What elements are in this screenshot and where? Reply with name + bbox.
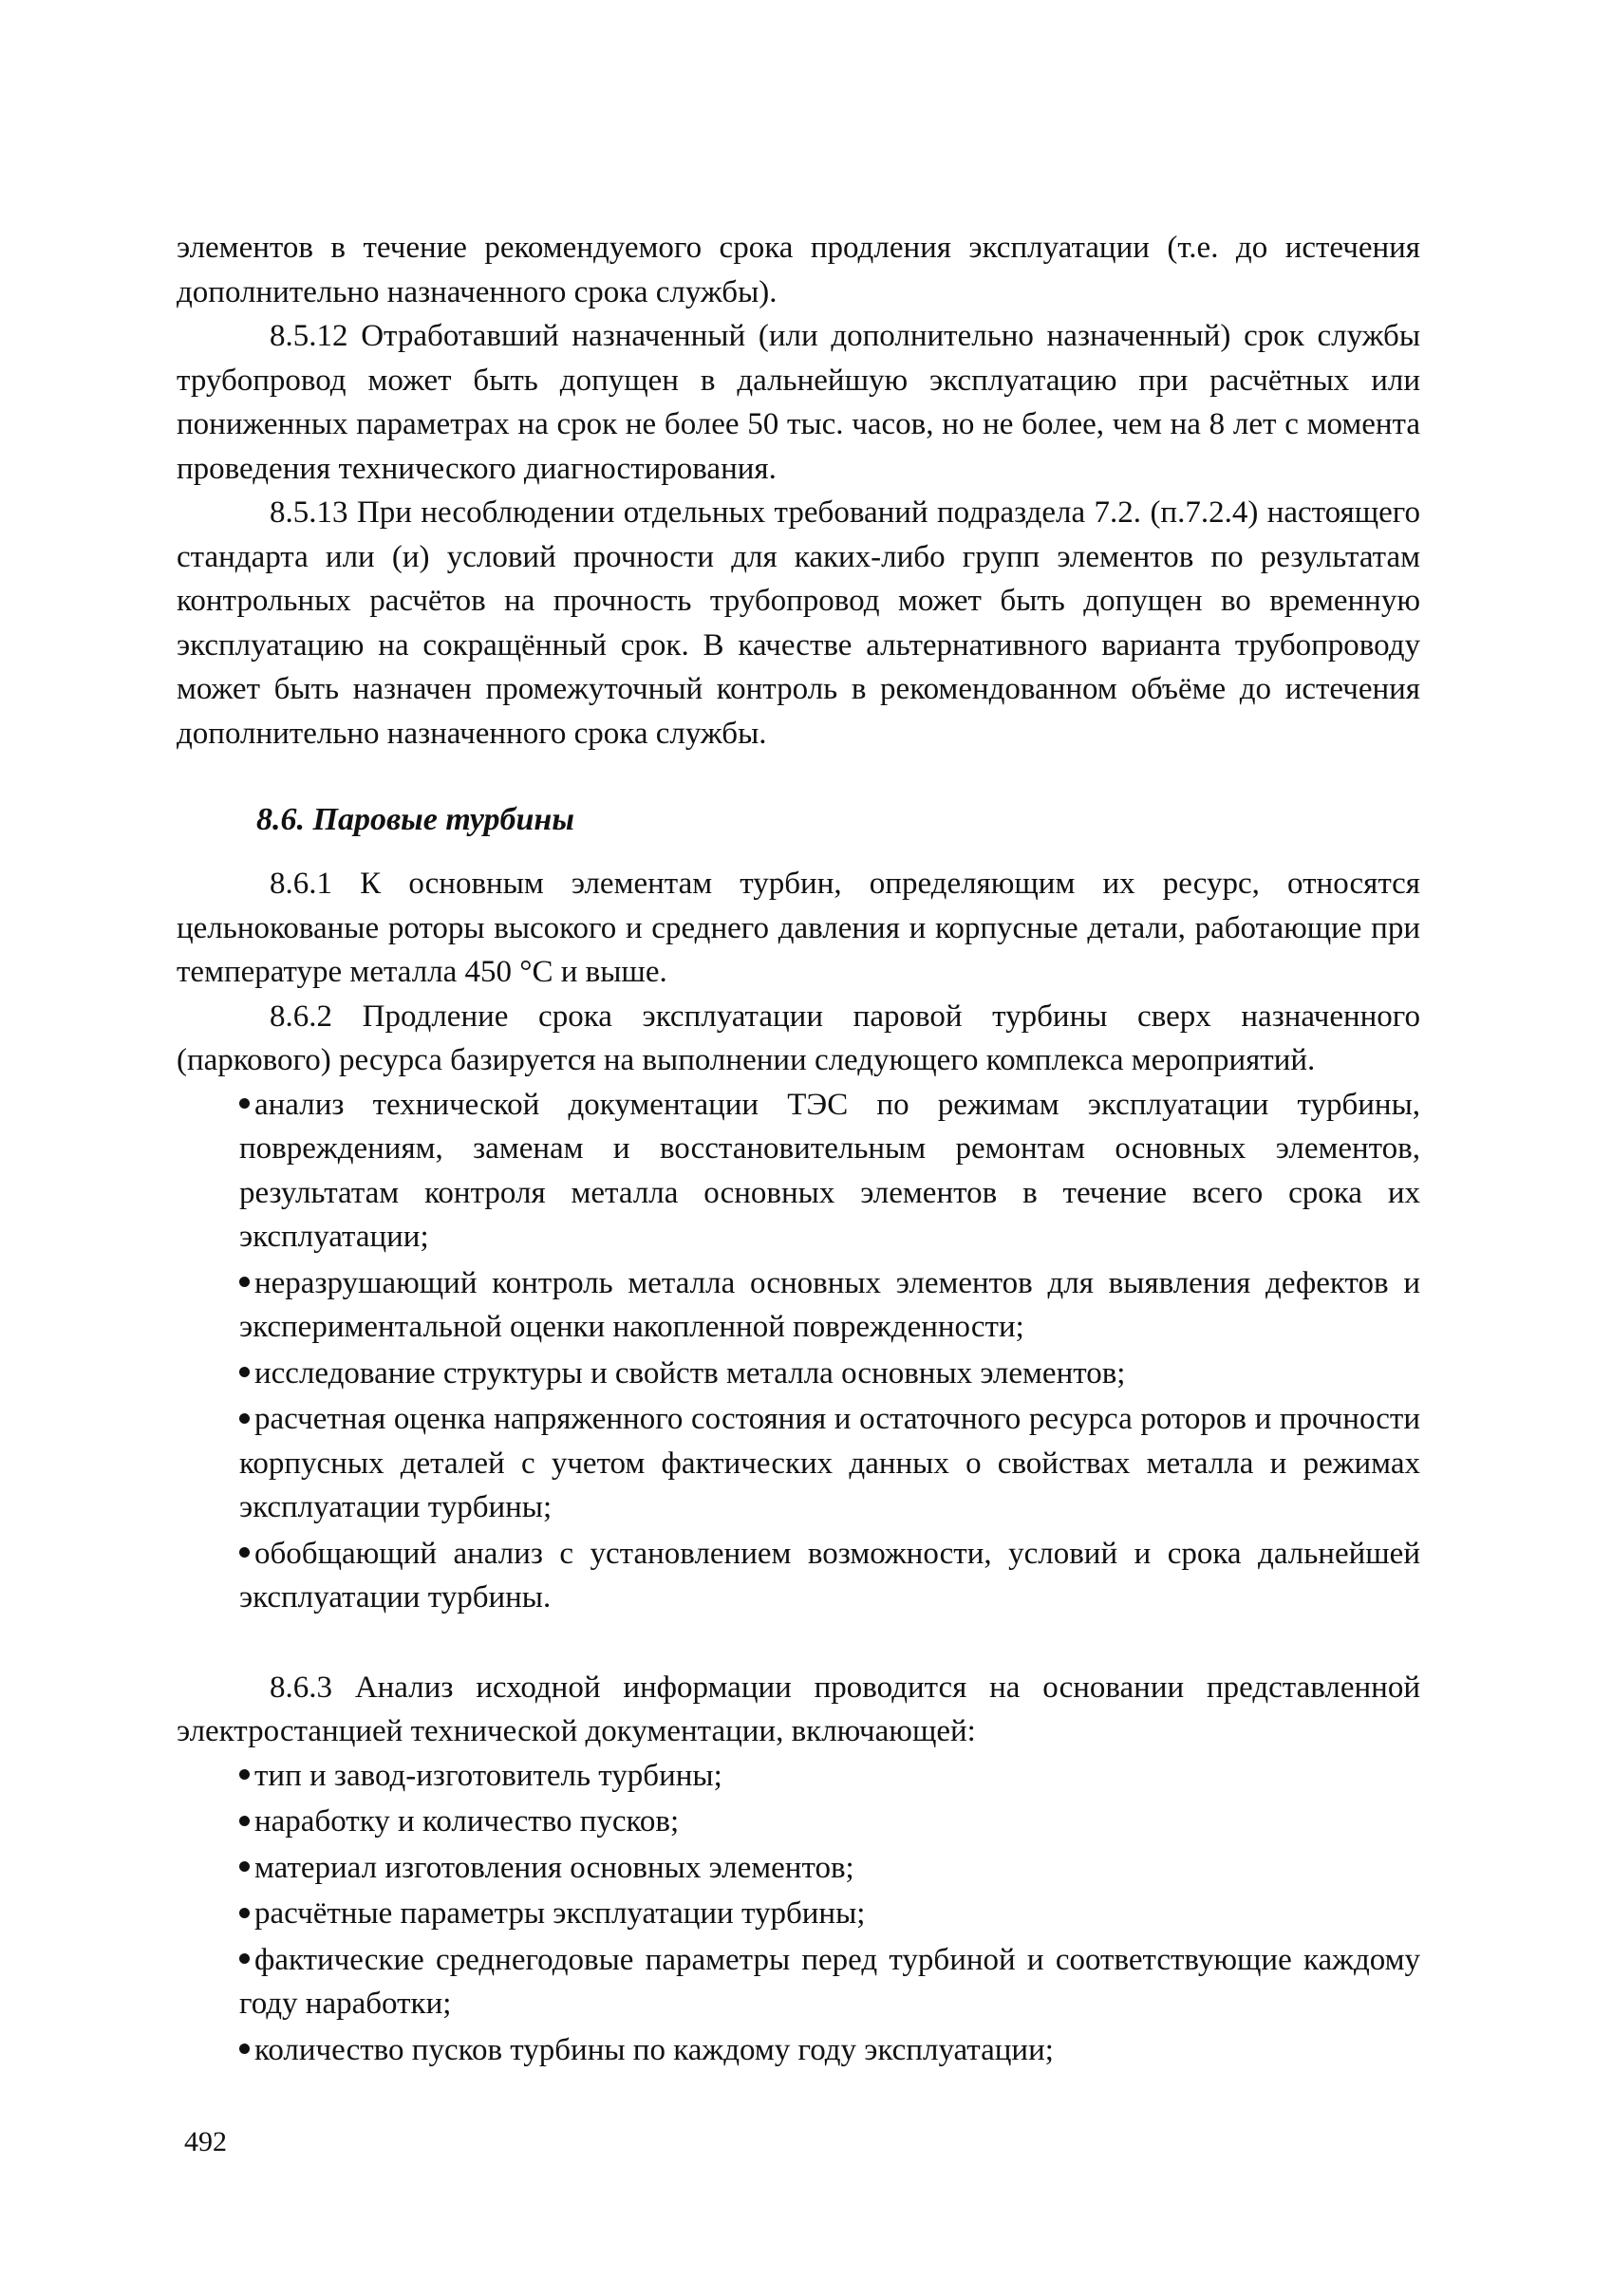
list-item	[239, 1754, 1420, 1799]
list-item-text: расчётные параметры эксплуатации турбины;	[254, 1896, 866, 1931]
list-8-6-3	[177, 1754, 1420, 2073]
list-item	[239, 1846, 1420, 1891]
bullet-icon	[239, 1413, 250, 1424]
list-item	[239, 2028, 1420, 2073]
list-item-text: анализ технической документации ТЭС по режимам эксплуатации турбины, повреждениям, заменам и восстановительным ремонтам основных элементов, результатам контроля металла основных элементов в течение всего срока их эксплуатации;	[239, 1087, 1420, 1254]
bullet-icon	[239, 1367, 250, 1377]
list-item-text: материал изготовления основных элементов;	[254, 1850, 854, 1885]
list-item-text: неразрушающий контроль металла основных элементов для выявления дефектов и экспериментальной оценки накопленной поврежденности;	[239, 1265, 1420, 1344]
paragraph-8-6-1: 8.6.1 К основным элементам турбин, определяющим их ресурс, относятся цельнокованые роторы высокого и среднего давления и корпусные детали, работающие при температуре металла 450 °С и выше.	[177, 867, 1420, 989]
bullet-icon	[239, 1277, 250, 1287]
bullet-icon	[239, 1816, 250, 1826]
bullet-icon	[239, 1769, 250, 1780]
list-item	[239, 1532, 1420, 1620]
bullet-icon	[239, 1908, 250, 1918]
list-item-text: фактические среднегодовые параметры перед турбиной и соответствующие каждому году наработки;	[239, 1942, 1420, 2021]
spacer	[177, 1622, 1420, 1666]
list-item	[239, 1938, 1420, 2026]
list-item	[239, 1352, 1420, 1396]
list-item-text: исследование структуры и свойств металла основных элементов;	[254, 1355, 1126, 1391]
list-8-6-2	[177, 1083, 1420, 1620]
list-item	[239, 1800, 1420, 1844]
list-item-text: количество пусков турбины по каждому году эксплуатации;	[254, 2032, 1054, 2067]
document-page	[177, 226, 1420, 2074]
paragraph-8-5-13: 8.5.13 При несоблюдении отдельных требований подраздела 7.2. (п.7.2.4) настоящего стандарта или (и) условий прочности для каких-либо групп элементов по результатам контрольных расчётов на прочность трубопровод может быть допущен во временную эксплуатацию на сокращённый срок. В качестве альтернативного варианта трубопроводу может быть назначен промежуточный контроль в рекомендованном объёме до истечения дополнительно назначенного срока службы.	[177, 495, 1420, 751]
list-item	[239, 1261, 1420, 1350]
list-item-text: тип и завод-изготовитель турбины;	[254, 1758, 722, 1793]
bullet-icon	[239, 2044, 250, 2054]
paragraph-8-6-3: 8.6.3 Анализ исходной информации проводится на основании представленной электростанцией технической документации, включающей:	[177, 1670, 1420, 1748]
bullet-icon	[239, 1547, 250, 1558]
list-item-text: наработку и количество пусков;	[254, 1804, 680, 1839]
paragraph-continuation: элементов в течение рекомендуемого срока продления эксплуатации (т.е. до истечения дополнительно назначенного срока службы).	[177, 231, 1420, 309]
list-item	[239, 1397, 1420, 1530]
list-item-text: обобщающий анализ с установлением возможности, условий и срока дальнейшей эксплуатации турбины.	[239, 1536, 1420, 1615]
section-heading-8-6: 8.6. Паровые турбины	[256, 802, 574, 837]
bullet-icon	[239, 1861, 250, 1872]
page-number: 492	[184, 2126, 227, 2157]
list-item	[239, 1892, 1420, 1936]
list-item-text: расчетная оценка напряженного состояния и остаточного ресурса роторов и прочности корпусных деталей с учетом фактических данных о свойствах металла и режимах эксплуатации турбины;	[239, 1402, 1420, 1524]
list-item	[239, 1083, 1420, 1260]
paragraph-8-6-2: 8.6.2 Продление срока эксплуатации паровой турбины сверх назначенного (паркового) ресурса базируется на выполнении следующего комплекса мероприятий.	[177, 999, 1420, 1077]
bullet-icon	[239, 1953, 250, 1964]
paragraph-8-5-12: 8.5.12 Отработавший назначенный (или дополнительно назначенный) срок службы трубопровод может быть допущен в дальнейшую эксплуатацию при расчётных или пониженных параметрах на срок не более 50 тыс. часов, но не более, чем на 8 лет с момента проведения технического диагностирования.	[177, 319, 1420, 486]
bullet-icon	[239, 1098, 250, 1109]
